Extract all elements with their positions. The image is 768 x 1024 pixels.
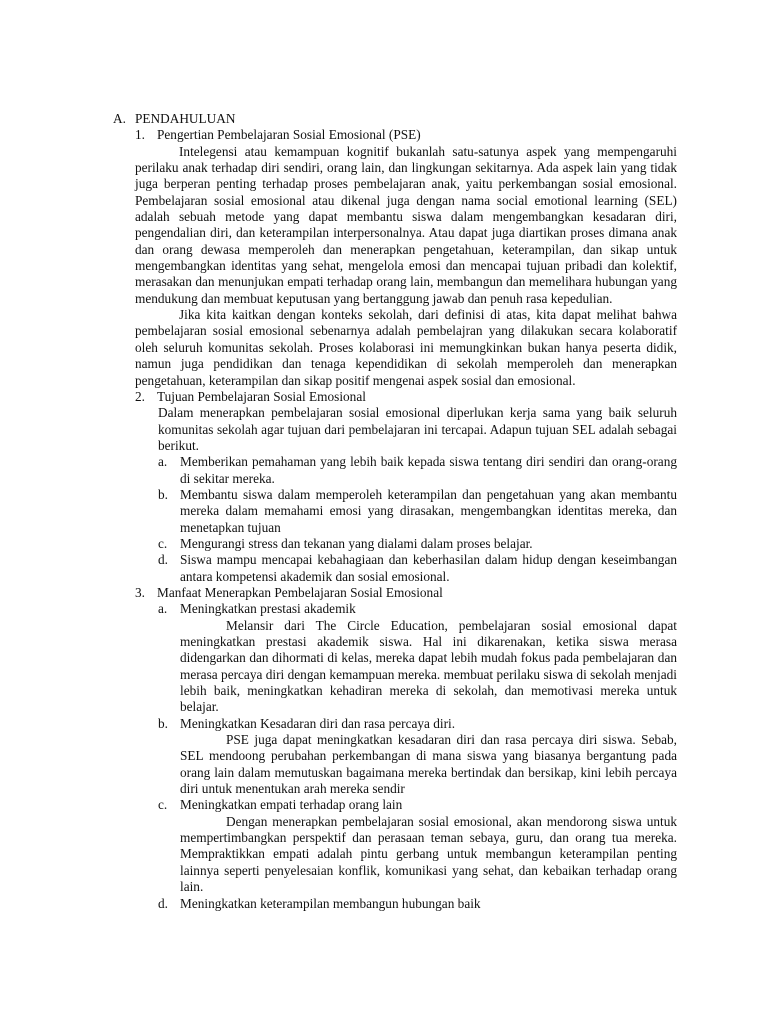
document-content: [113, 111, 677, 912]
list-item-3-heading: [113, 585, 677, 601]
sub-item: [113, 454, 677, 487]
sub-letter: c.: [158, 535, 168, 551]
sub-letter: d.: [158, 895, 168, 911]
sub-text: Membantu siswa dalam memperoleh keterampilan dan pengetahuan yang akan membantu mereka dalam memahami emosi yang dirasakan, mengembangkan identitas mereka, dan menetapkan tujuan: [180, 486, 677, 535]
paragraph: [113, 618, 677, 716]
sub-heading: Meningkatkan empati terhadap orang lain: [180, 797, 403, 813]
list-title: Manfaat Menerapkan Pembelajaran Sosial Emosional: [157, 584, 443, 600]
sub-item: [113, 716, 677, 732]
paragraph: [113, 144, 677, 307]
sub-item: [113, 487, 677, 536]
list-number: 1.: [135, 127, 145, 143]
sub-letter: a.: [158, 601, 168, 617]
paragraph-text: Jika kita kaitkan dengan konteks sekolah, dari definisi di atas, kita dapat melihat bahwa pembelajaran sosial emosional sebenarnya adalah pembelajran yang dilakukan secara kolaboratif oleh seluruh komunitas sekolah. Proses kolaborasi ini memungkinkan bukan hanya peserta didik, namun juga pendidikan dan tenaga kependidikan di sekolah memperoleh dan menerapkan pengetahuan, keterampilan dan sikap positif mengenai aspek sosial dan emosional.: [135, 307, 677, 388]
sub-heading: Meningkatkan prestasi akademik: [180, 601, 356, 617]
sub-item: [113, 896, 677, 912]
sub-letter: b.: [158, 715, 168, 731]
section-heading: [113, 111, 677, 127]
sub-letter: c.: [158, 797, 168, 813]
list-title: Tujuan Pembelajaran Sosial Emosional: [157, 388, 366, 404]
paragraph: [113, 307, 677, 389]
list-item-2-heading: [113, 389, 677, 405]
list-number: 2.: [135, 388, 145, 404]
paragraph: [113, 732, 677, 797]
sub-text: Memberikan pemahaman yang lebih baik kepada siswa tentang diri sendiri dan orang-orang di sekitar mereka.: [180, 454, 677, 486]
paragraph-text: Dengan menerapkan pembelajaran sosial emosional, akan mendorong siswa untuk mempertimbangkan perspektif dan perasaan teman sebaya, guru, dan orang tua mereka. Mempraktikkan empati adalah pintu gerbang untuk membangun keterampilan penting lainnya seperti penyelesaian konflik, komunikasi yang sehat, dan kebaikan terhadap orang lain.: [180, 813, 677, 895]
paragraph-text: Melansir dari The Circle Education, pembelajaran sosial emosional dapat meningkatkan prestasi akademik siswa. Hal ini dikarenakan, ketika siswa merasa didengarkan dan dihormati di kelas, mereka dapat lebih mudah fokus pada pembelajaran dan merasa percaya diri dengan kemampuan mereka. membuat perilaku siswa di sekolah menjadi lebih baik, meningkatkan kehadiran mereka di sekolah, dan memotivasi mereka untuk belajar.: [180, 617, 677, 715]
paragraph-text: PSE juga dapat meningkatkan kesadaran diri dan rasa percaya diri siswa. Sebab, SEL mendoong perubahan perkembangan di mana siswa yang biasanya bergantung pada orang lain dalam memutuskan bagaimana mereka bertindak dan bersikap, kini lebih percaya diri untuk menentukan arah mereka sendir: [180, 732, 677, 797]
sub-text: Siswa mampu mencapai kebahagiaan dan keberhasilan dalam hidup dengan keseimbangan antara kompetensi akademik dan sosial emosional.: [180, 552, 677, 584]
list-title: Pengertian Pembelajaran Sosial Emosional (PSE): [157, 127, 421, 143]
sub-item: [113, 536, 677, 552]
paragraph-text: Intelegensi atau kemampuan kognitif bukanlah satu-satunya aspek yang mempengaruhi perilaku anak terhadap diri sendiri, orang lain, dan lingkungan sekitarnya. Ada aspek lain yang tidak juga berperan penting terhadap proses pembelajaran anak, yaitu perkembangan sosial emosional. Pembelajaran sosial emosional atau dikenal juga dengan nama social emotional learning (SEL) adalah sebuah metode yang dapat membantu siswa dalam mengembangkan kesadaran diri, pengendalian diri, dan keterampilan interpersonalnya. Atau dapat juga diartikan proses dimana anak dan orang dewasa memperoleh dan menerapkan pengetahuan, keterampilan, dan sikap untuk mengembangkan identitas yang sehat, mengelola emosi dan mencapai tujuan pribadi dan kolektif, merasakan dan menunjukan empati terhadap orang lain, membangun dan memelihara hubungan yang mendukung dan membuat keputusan yang bertanggung jawab dan penuh rasa kepedulian.: [135, 143, 677, 306]
paragraph: Dalam menerapkan pembelajaran sosial emosional diperlukan kerja sama yang baik seluruh komunitas sekolah agar tujuan dari pembelajaran ini tercapai. Adapun tujuan SEL adalah sebagai berikut.: [158, 405, 677, 453]
sub-text: Mengurangi stress dan tekanan yang dialami dalam proses belajar.: [180, 535, 533, 551]
list-item-1-heading: [113, 127, 677, 143]
paragraph: [113, 814, 677, 896]
sub-letter: a.: [158, 454, 168, 470]
sub-item: [113, 797, 677, 813]
section-letter: A.: [113, 111, 126, 126]
sub-item: [113, 552, 677, 585]
list-number: 3.: [135, 584, 145, 600]
sub-letter: d.: [158, 552, 168, 568]
sub-heading: Meningkatkan Kesadaran diri dan rasa percaya diri.: [180, 715, 456, 731]
sub-item: [113, 601, 677, 617]
sub-heading: Meningkatkan keterampilan membangun hubungan baik: [180, 895, 481, 911]
sub-letter: b.: [158, 486, 168, 502]
section-title: PENDAHULUAN: [135, 111, 236, 126]
